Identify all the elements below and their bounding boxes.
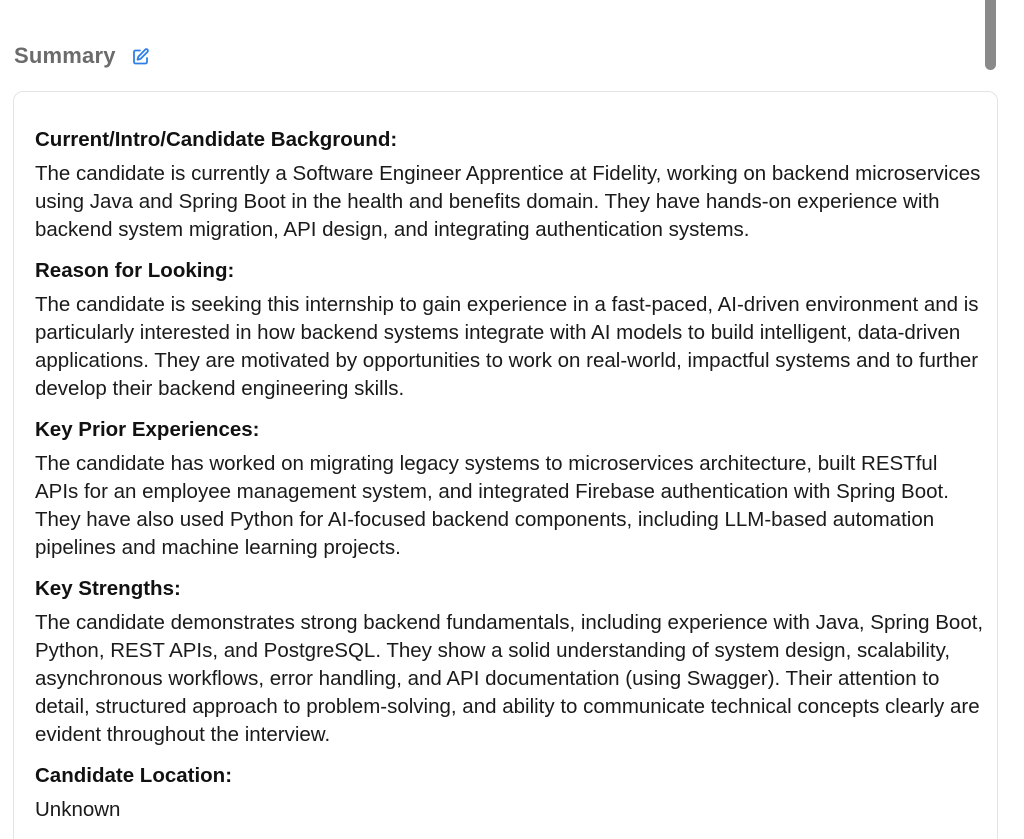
section-heading: Key Strengths:	[35, 577, 181, 600]
section-body: The candidate is seeking this internship to gain experience in a fast-paced, AI-driven environment and is particularly interested in how backend systems integrate with AI models to build intelligent, data-driven applications. They are motivated by opportunities to work on real-world, impactful systems and to further develop their backend engineering skills.	[35, 293, 979, 400]
section-reason-for-looking	[35, 257, 985, 403]
section-candidate-location	[35, 762, 985, 824]
summary-title: Summary	[14, 43, 116, 68]
scrollbar-thumb[interactable]	[985, 0, 996, 70]
section-body: The candidate is currently a Software Engineer Apprentice at Fidelity, working on backend microservices using Java and Spring Boot in the health and benefits domain. They have hands-on experience with backend system migration, API design, and integrating authentication systems.	[35, 162, 981, 241]
section-background	[35, 126, 985, 244]
section-heading: Reason for Looking:	[35, 259, 235, 282]
section-body: Unknown	[35, 798, 121, 821]
section-heading: Key Prior Experiences:	[35, 418, 260, 441]
section-key-prior-experiences	[35, 416, 985, 562]
section-key-strengths	[35, 575, 985, 749]
section-heading: Candidate Location:	[35, 764, 233, 787]
summary-content	[35, 126, 985, 837]
section-body: The candidate demonstrates strong backend fundamentals, including experience with Java, Spring Boot, Python, REST APIs, and PostgreSQL. They show a solid understanding of system design, scalability, asynchronous workflows, error handling, and API documentation (using Swagger). Their attention to detail, structured approach to problem-solving, and ability to communicate technical concepts clearly are evident throughout the interview.	[35, 611, 984, 746]
edit-pencil-icon[interactable]	[131, 47, 151, 67]
section-body: The candidate has worked on migrating legacy systems to microservices architecture, built RESTful APIs for an employee management system, and integrated Firebase authentication with Spring Boot. They have also used Python for AI-focused backend components, including LLM-based automation pipelines and machine learning projects.	[35, 452, 949, 559]
summary-header	[14, 40, 151, 72]
section-heading: Current/Intro/Candidate Background:	[35, 128, 398, 151]
